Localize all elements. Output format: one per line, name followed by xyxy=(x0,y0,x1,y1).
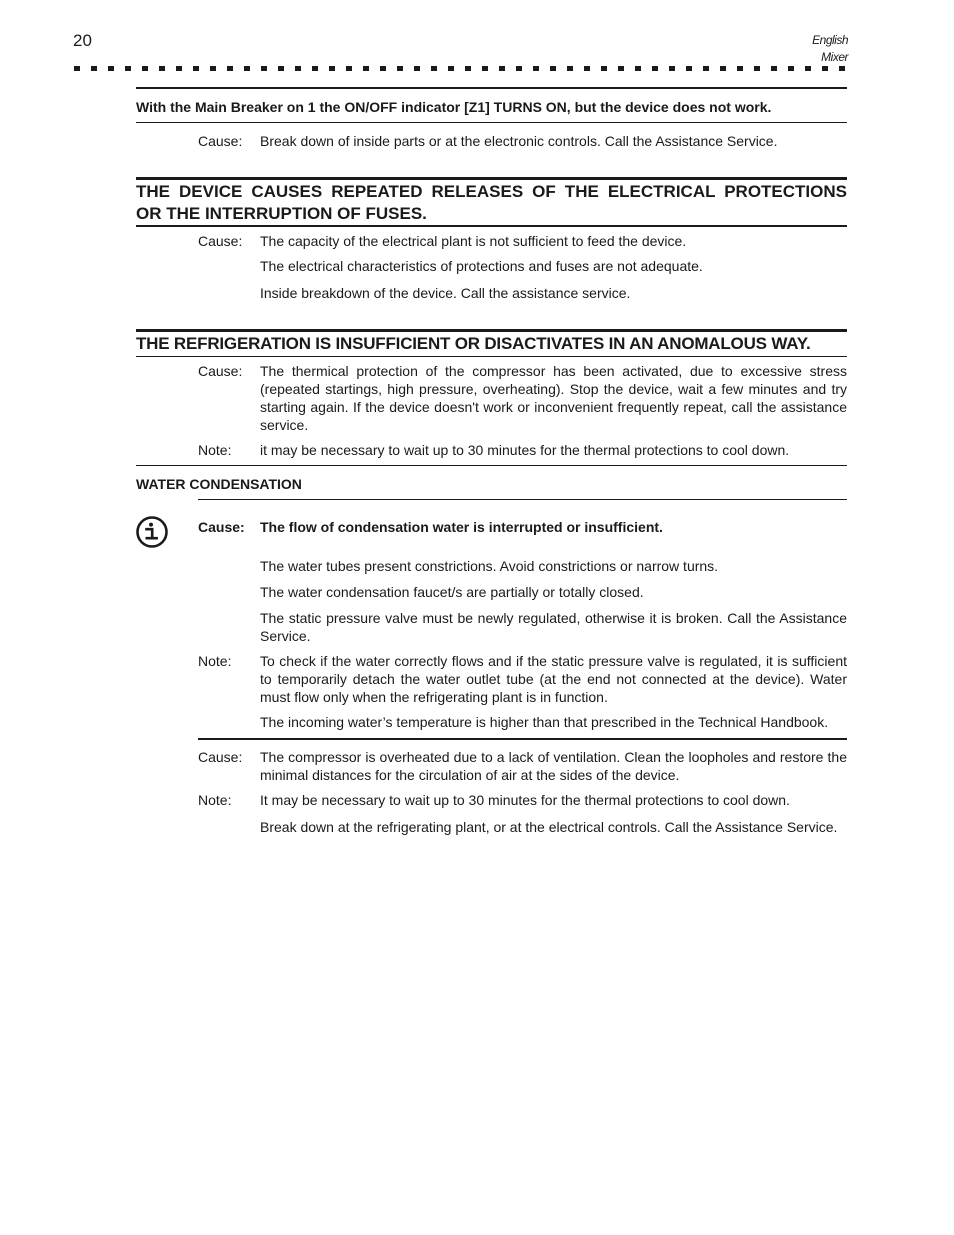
section-2-bottom-rule xyxy=(136,225,847,227)
section-1-title: With the Main Breaker on 1 the ON/OFF indicator [Z1] TURNS ON, but the device does not work. xyxy=(136,99,772,115)
section-3-top-rule xyxy=(136,329,847,332)
section-4-note-label: Note: xyxy=(198,653,232,669)
section-4-text-4: The incoming water’s temperature is higher than that prescribed in the Technical Handbook. xyxy=(260,714,829,730)
section-2-text-2: The electrical characteristics of protections and fuses are not adequate. xyxy=(260,258,703,274)
section-4-text-2: The water condensation faucet/s are partially or totally closed. xyxy=(260,584,644,600)
section-4-text-1: The water tubes present constrictions. Avoid constrictions or narrow turns. xyxy=(260,558,719,574)
section-2-title xyxy=(136,181,847,225)
info-icon xyxy=(136,516,168,548)
section-3-note-text: it may be necessary to wait up to 30 minutes for the thermal protections to cool down. xyxy=(260,442,790,458)
section-5-note-label: Note: xyxy=(198,792,232,808)
section-5-cause-label: Cause: xyxy=(198,749,243,765)
section-1-top-rule xyxy=(136,87,847,89)
section-4-top-rule xyxy=(198,499,847,500)
section-5-note-text: It may be necessary to wait up to 30 minutes for the thermal protections to cool down. xyxy=(260,792,790,808)
section-4-cause-text: The flow of condensation water is interrupted or insufficient. xyxy=(260,519,663,535)
section-4-cause-label: Cause: xyxy=(198,519,245,535)
page-number: 20 xyxy=(73,31,92,50)
section-5-cause-text: The compressor is overheated due to a lack of ventilation. Clean the loopholes and restore the minimal distances for the circulation of air at the sides of the device. xyxy=(260,749,847,783)
section-4-note-text: To check if the water correctly flows and if the static pressure valve is regulated, it is sufficient to temporarily detach the water outlet tube (at the end not connected at the device). Water must flow only when the refrigerating plant is in function. xyxy=(260,653,847,705)
section-2-text-1: The capacity of the electrical plant is not sufficient to feed the device. xyxy=(260,233,687,249)
section-4-title: WATER CONDENSATION xyxy=(136,476,302,492)
section-3-note-label: Note: xyxy=(198,442,232,458)
section-3-bottom-rule xyxy=(136,356,847,357)
product-label: Mixer xyxy=(821,50,848,64)
section-2-title-line-1: THE DEVICE CAUSES REPEATED RELEASES OF THE ELECTRICAL PROTECTIONS xyxy=(136,182,847,201)
section-1-cause-label: Cause: xyxy=(198,133,243,149)
section-2-text-3: Inside breakdown of the device. Call the assistance service. xyxy=(260,285,631,301)
section-3-cause-label: Cause: xyxy=(198,363,243,379)
header-labels xyxy=(812,32,848,66)
dotted-divider xyxy=(74,66,850,71)
section-1-bottom-rule xyxy=(136,122,847,123)
section-3-end-rule xyxy=(136,465,847,466)
section-5-text-1: Break down at the refrigerating plant, or at the electrical controls. Call the Assistance Service. xyxy=(260,819,838,835)
section-3-title: THE REFRIGERATION IS INSUFFICIENT OR DISACTIVATES IN AN ANOMALOUS WAY. xyxy=(136,334,811,353)
section-4-end-rule xyxy=(198,738,847,740)
section-4-text-3: The static pressure valve must be newly regulated, otherwise it is broken. Call the Assistance Service. xyxy=(260,610,847,644)
section-1-cause-text: Break down of inside parts or at the electronic controls. Call the Assistance Service. xyxy=(260,133,778,149)
section-2-cause-label: Cause: xyxy=(198,233,243,249)
language-label: English xyxy=(812,33,848,47)
section-3-cause-text: The thermical protection of the compressor has been activated, due to excessive stress (repeated startings, high pressure, overheating). Stop the device, wait a few minutes and try starting again. If the device doesn't work or inconvenient frequently repeat, call the assistance service. xyxy=(260,363,847,433)
section-2-title-line-2: OR THE INTERRUPTION OF FUSES. xyxy=(136,204,427,223)
section-2-top-rule xyxy=(136,177,847,180)
